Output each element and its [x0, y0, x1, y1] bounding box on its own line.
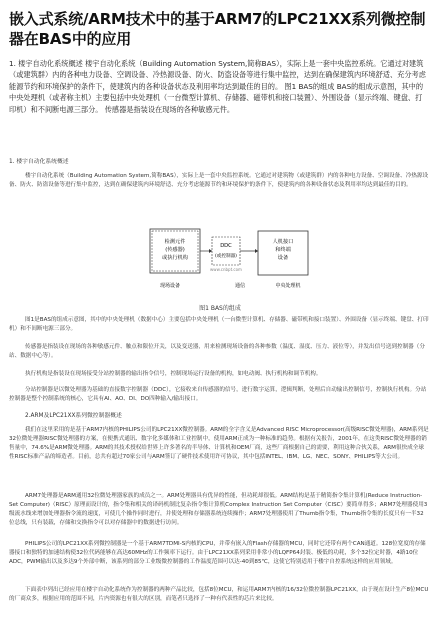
paragraph: 下面表中列出已经应用在楼宇自动化系统作为控制器的两种产品比较，包括8位MCU，和运用ARM7内核的16/32位微控制器LPC21XX，由于现在设计生产8位MCU的厂商众多，根据应用的范围不同，片内资源也有很大的区别，而笔者只选择了一种有代表性的芯片来比较。 — [9, 587, 429, 603]
hmi-box — [258, 231, 308, 275]
arrow-head — [209, 249, 212, 253]
section-heading: 2.ARM及LPC21XX系列微控制器概述 — [25, 413, 122, 419]
ddc-label: DDC — [220, 243, 232, 249]
bottom-label-1: 通信 — [234, 283, 246, 289]
hmi-label-3: 设备 — [277, 255, 289, 261]
bas-diagram-svg — [140, 221, 316, 303]
section-heading: 1. 楼宇自动化系统概述 — [9, 159, 69, 165]
diagram-center-mark: www.cnbpt.com — [210, 267, 242, 272]
sensor-label-1: 检测元件 — [164, 239, 186, 245]
paragraph: ARM7处理器是ARM通用32位微处理器家族的成员之一。ARM处理器具有优异的性能，但功耗却很低。ARM结构是基于精简指令集计算机(Reduce Instruction-Set Computer)（RISC）原理而设计的，指令集和相关的译码机制比复杂指令集计算机Complex Instruction Set Computer（CISC）要简单得多；ARM7处理器使用3级流水线来增加处理器指令流的速度，可使几个操作同时进行，并使处理和存储器系统连续操作；ARM7处理器使用了Thumb指令集，Thumb指令集的长度只有一半32位总线，只有装载，存储和交换指令可以对存储器中的数据进行访问。 — [9, 493, 428, 527]
document-title: 嵌入式系统/ARM技术中的基于ARM7的LPC21XX系列微控制器在BAS中的应用 — [9, 10, 426, 48]
site-label: 现场设备 — [159, 283, 181, 289]
paragraph: 分站控制器是以微处理器为基础的直接数字控制器（DDC），它接收来自传感器的信号，进行数字运算，逻辑判断，处理后自动输出控制信号，控制执行机构。分站控制器是整个控制系统的核心，它具有AI、AO、DI、DO四种输入/输出接口。 — [9, 387, 427, 403]
hmi-label-2: 和终端 — [275, 247, 291, 253]
sensor-label-3: 或执行机构 — [162, 255, 188, 261]
figure-caption: 图1 BAS的组成 — [199, 305, 241, 312]
paragraph: 图1是BAS的组成示意图，其中的中央处理机（数据中心）主要包括中央处理机（一台微型计算机、存储器、磁带机和接口装置）、外围设备（显示终端、键盘、打印机）和不间断电源三部分。 — [9, 317, 429, 333]
paragraph: 传感器是指装设在现场的各种敏感元件、触点和限位开关，以及变送器，用来检测现场设备的各种参数（温度、湿度、压力、液位等），并发出信号送到控制器（分站、数据中心等）。 — [9, 344, 425, 360]
intro-paragraph: 1. 楼宇自动化系统概述 楼宇自动化系统（Building Automation System,简称BAS），实际上是一套中央监控系统。它通过对建筑（或建筑群）内的各种电力设备、空调设备、冷热源设备、防火、防盗设备等进行集中监控，达到在确保建筑内环境舒适、充分考虑能源节约和环境保护的条件下，使建筑内的各种设备状态及利用率均达到最佳的目的。 图1 BAS的组成 BAS的组成示意图，其中的中央处理机（或者称主机）主要包括中央处理机（一台微型计算机、存储器、磁带机和接口装置）、外围设备（显示终端、键盘、打印机）和不间断电源三部分。 传感器是指装设在现场的各种敏感元件。 — [9, 59, 426, 114]
hmi-label-1: 人机接口 — [272, 239, 294, 245]
paragraph: 我们在这里采用的是基于ARM7内核的PHILIPS公司的LPC21XX微控制器。ARM的全字含义是Advanced RISC Microprocessor(高级RISC微处理器)，ARM系列是32位微处理器RISC微处理器的方案，在便携式通讯、数字化多媒体和工业控制中，使用ARM正成为一种标准的趋势。根据有关报告，2001年，在这类RISC微处理器的销售量中，74.6%是ARM微处理器。ARM的其技术授权给世界上许多著名的半导体、计算机和OEM厂商，这些厂商根据自己的需要，利用这种合伙关系，ARM很快成全球性RISC标准产品的缔造者。目前，总共有超过70家公司与ARM签订了硬件技术使用许可协议，其中包括INTEL、IBM、LG、NEC、SONY、PHILIPS等大公司。 — [9, 427, 429, 461]
arrow-head — [255, 249, 258, 253]
bottom-label-2: 中央处理机 — [275, 283, 301, 289]
ddc-caption: (或控制器) — [215, 254, 237, 259]
paragraph: 楼宇自动化系统（Building Automation System,简称BAS），实际上是一套中央监控系统。它通过对建筑物（或建筑群）内的各种电力设备、空调设备、冷热源设备、防火、防盗设备等进行集中监控，达到在确保建筑内环境舒适、充分考虑能源节约和环境保护的条件下，使建筑内的各种设备状态及利用率均达到最佳的目的。 — [9, 173, 429, 189]
bas-diagram — [140, 221, 316, 303]
sensor-label-2: (传感器) — [165, 247, 185, 253]
paragraph: PHILIPS公司的LPC21XX系列微控制器是一个基于ARM7TDMI-S内核的CPU，并带有嵌入的Flash存储器的MCU，同时它还带有两个CAN通道。128位宽度的存储器接口和独特的加速结构使32位代码能够在高达60MHz的工作频率下运行。由于LPC21XX系列采用非常小的LQFP64封装、极低的功耗，多个32位定时器，4路10位ADC，PWM输出以及多达9个外部中断，该系列的部分工业级微控制器的工作温度范围可以达-40到85℃，这使它特别适用于楼宇自控系统这样的应用领域。 — [9, 541, 426, 566]
paragraph: 执行机构是指装设在现场接受分站控制器的输出指令信号，控制现场运行设备的机构，如电动阀、执行机构和调节机构。 — [25, 371, 322, 377]
ddc-box — [212, 237, 240, 265]
